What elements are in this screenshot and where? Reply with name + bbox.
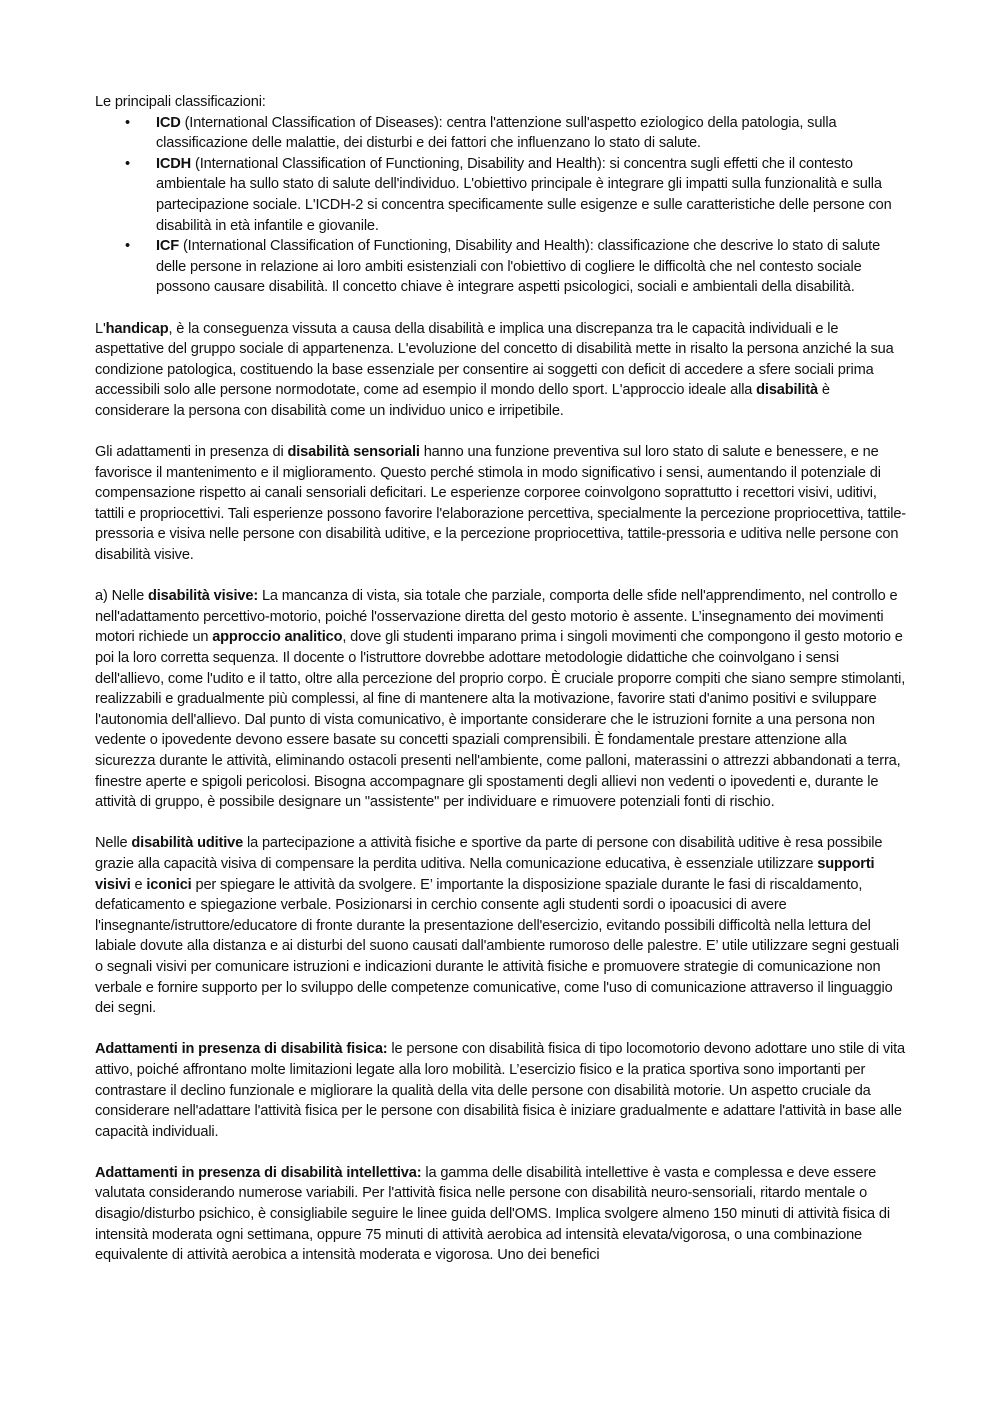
visive-text-1: La mancanza di vista, sia totale che parziale, comporta delle sfide nell'apprendimento, nel controllo e nell'adattamento percettivo-motorio, poiché l'osservazione diretta del gesto motorio è assente. L’insegnamento dei movimenti motori richiede un xyxy=(95,588,898,646)
sensoriali-text: hanno una funzione preventiva sul loro stato di salute e benessere, e ne favorisce il mantenimento e il miglioramento. Questo perché stimola in modo significativo i sensi, aumentando il potenziale di compensazione rispetto ai canali sensoriali deficitari. Le esperienze corporee coinvolgono soprattutto i recettori visivi, uditivi, tattili e propriocettivi. Tali esperienze possono favorire l'elaborazione percettiva, specialmente la percezione propriocettiva, tattile-pressoria e visiva nelle persone con disabilità uditive, e la percezione propriocettiva, tattile-pressoria e uditiva nelle persone con disabilità visive. xyxy=(95,444,907,564)
intro-line xyxy=(95,92,907,113)
handicap-text-1: , è la conseguenza vissuta a causa della disabilità e implica una discrepanza tra le capacità individuali e le aspettative del gruppo sociale di appartenenza. L'evoluzione del concetto di disabilità mette in risalto la persona anziché la sua condizione patologica, costituendo la base essenziale per consentire ai soggetti con deficit di accedere a sfere sociali prima accessibili solo alle persone normodotate, come ad esempio il mondo dello sport. L'approccio ideale alla xyxy=(95,320,894,399)
term-disabilita-uditive: disabilità uditive xyxy=(131,835,244,852)
paragraph-sensoriali xyxy=(95,442,907,566)
list-item-icd xyxy=(95,113,907,154)
term-approccio-analitico: approccio analitico xyxy=(212,629,343,646)
uditive-text-2: per spiegare le attività da svolgere. E’ importante la disposizione spaziale durante le fasi di riscaldamento, defaticamento e spiegazione verbale. Posizionarsi in cerchio consente agli studenti sordi o ipoacusici di avere l'insegnante/istruttore/educatore di fronte durante la presentazione dell'esercizio, evitando possibili difficoltà nella lettura del labiale dovute alla distanza e ai disturbi del suono causati dall'ambiente rumoroso delle palestre. E’ utile utilizzare segni gestuali o segnali visivi per comunicare istruzioni e indicazioni durante le attività fisiche e promuovere strategie di comunicazione non verbale e fornire supporto per lo sviluppo delle competenze comunicative, come l'uso di comunicazione attraverso il linguaggio dei segni. xyxy=(95,876,899,1017)
paragraph-uditive xyxy=(95,833,907,1018)
term-disabilita-visive: disabilità visive: xyxy=(148,588,259,605)
icf-description: (International Classification of Functioning, Disability and Health): classificazione che descrive lo stato di salute delle persone in relazione ai loro ambiti esistenziali con l'obiettivo di cogliere le difficoltà che nel contesto sociale possono causare disabilità. Il concetto chiave è integrare aspetti psicologici, sociali e ambientali della disabilità. xyxy=(156,238,881,296)
bullet-icon: • xyxy=(125,238,130,255)
uditive-pre: Nelle xyxy=(95,835,132,852)
uditive-text-1: la partecipazione a attività fisiche e sportive da parte di persone con disabilità uditive è resa possibile grazie alla capacità visiva di compensare la perdita uditiva. Nella comunicazione educativa, è essenziale utilizzare xyxy=(95,835,883,872)
bullet-icon: • xyxy=(125,114,130,131)
icdh-description: (International Classification of Functioning, Disability and Health): si concentra sugli effetti che il contesto ambientale ha sullo stato di salute dell'individuo. L'obiettivo principale è integrare gli impatti sulla funzionalità e sulla partecipazione sociale. L'ICDH-2 si concentra specificamente sulle esigenze e sulle caratteristiche delle persone con disabilità in età infantile e giovanile. xyxy=(156,155,892,234)
term-handicap: handicap xyxy=(105,320,169,337)
term-supporti-visivi: supporti visivi xyxy=(95,855,875,893)
term-disabilita-sensoriali: disabilità sensoriali xyxy=(287,444,420,461)
visive-text-2: , dove gli studenti imparano prima i singoli movimenti che compongono il gesto motorio e poi la loro corretta sequenza. Il docente o l'istruttore dovrebbe adottare metodologie didattiche che coinvolgano i sensi dell'allievo, come l'udito e il tatto, oltre alla percezione del proprio corpo. È cruciale proporre compiti che siano sempre stimolanti, realizzabili e gradualmente più complessi, al fine di mantenere alta la motivazione, favorire stati d'animo positivi e sviluppare l'autonomia dell'allievo. Dal punto di vista comunicativo, è importante considerare che le istruzioni fornite a una persona non vedente o ipovedente devono essere basate su concetti spaziali comprensibili. È fondamentale prestare attenzione alla sicurezza durante le attività, eliminando ostacoli presenti nell'ambiente, come palloni, materassini o attrezzi abbandonati a terra, finestre aperte e spigoli pericolosi. Bisogna accompagnare gli spostamenti degli allievi non vedenti o ipovedenti e, durante le attività di gruppo, è possibile designare un "assistente" per individuare e rimuovere potenziali fonti di rischio. xyxy=(95,629,906,811)
bullet-icon: • xyxy=(125,155,130,172)
handicap-text-2: è considerare la persona con disabilità come un individuo unico e irripetibile. xyxy=(95,382,830,419)
classification-list xyxy=(95,113,907,298)
intellettiva-text: la gamma delle disabilità intellettive è vasta e complessa e deve essere valutata considerando numerose variabili. Per l'attività fisica nelle persone con disabilità neuro-sensoriali, ritardo mentale o disagio/disturbo psichico, è consigliabile seguire le linee guida dell'OMS. Implica svolgere almeno 150 minuti di attività fisica di intensità moderata ogni settimana, oppure 75 minuti di attività aerobica ad intensità elevata/vigorosa, o una combinazione equivalente di attività aerobica a intensità moderata e vigorosa. Uno dei benefici xyxy=(95,1164,890,1264)
visive-pre: a) Nelle xyxy=(95,588,148,605)
list-item-icdh xyxy=(95,154,907,236)
intro-text: Le principali classificazioni: xyxy=(95,94,266,110)
term-iconici: iconici xyxy=(146,876,192,893)
term-disabilita: disabilità xyxy=(756,382,818,399)
term-icd: ICD xyxy=(156,114,181,131)
icd-description: (International Classification of Diseases): centra l'attenzione sull'aspetto eziologico della patologia, sulla classificazione delle malattie, dei disturbi e dei fattori che influenzano lo stato di salute. xyxy=(156,114,837,152)
paragraph-fisica xyxy=(95,1039,907,1142)
paragraph-intellettiva xyxy=(95,1163,907,1266)
uditive-mid: e xyxy=(130,876,147,893)
term-icf: ICF xyxy=(156,238,180,255)
paragraph-handicap xyxy=(95,319,907,422)
heading-disabilita-intellettiva: Adattamenti in presenza di disabilità intellettiva: xyxy=(95,1164,422,1181)
list-item-icf xyxy=(95,236,907,298)
document-page xyxy=(95,92,907,1286)
paragraph-visive xyxy=(95,586,907,813)
heading-disabilita-fisica: Adattamenti in presenza di disabilità fisica: xyxy=(95,1041,388,1058)
term-icdh: ICDH xyxy=(156,155,192,172)
handicap-pre: L' xyxy=(95,320,106,337)
sensoriali-pre: Gli adattamenti in presenza di xyxy=(95,444,288,461)
fisica-text: le persone con disabilità fisica di tipo locomotorio devono adottare uno stile di vita attivo, poiché affrontano molte limitazioni legate alla loro mobilità. L’esercizio fisico e la pratica sportiva sono importanti per contrastare il declino funzionale e migliorare la qualità della vita delle persone con disabilità motorie. Un aspetto cruciale da considerare nell'adattare l'attività fisica per le persone con disabilità fisica è iniziare gradualmente e adattare l'attività in base alle capacità individuali. xyxy=(95,1041,905,1140)
